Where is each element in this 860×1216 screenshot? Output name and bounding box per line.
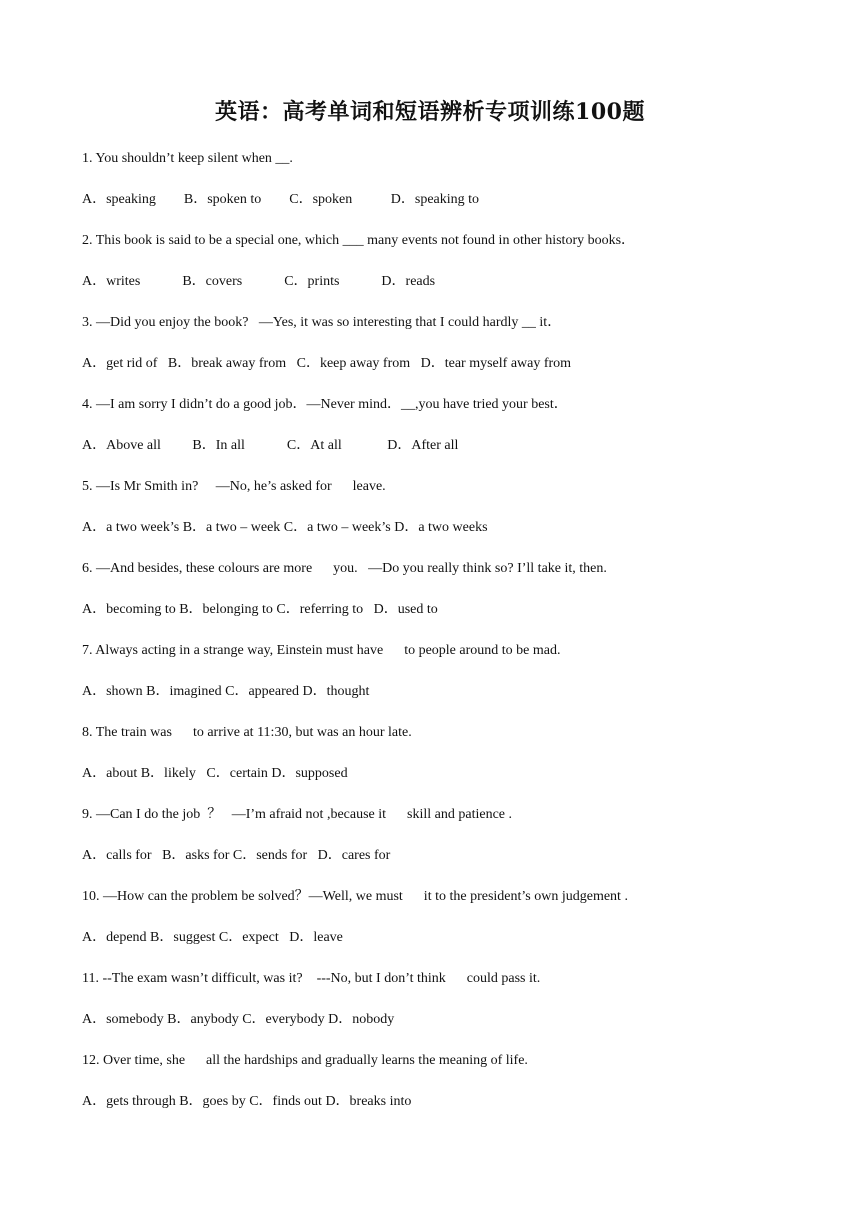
question-12: 12. Over time, she all the hardships and gradually learns the meaning of life. <box>82 1053 528 1068</box>
options-5: A．a two week’s B．a two – week C．a two – week’s D．a two weeks <box>82 520 488 535</box>
question-7: 7. Always acting in a strange way, Einstein must have to people around to be mad. <box>82 643 561 658</box>
options-6: A．becoming to B．belonging to C．referring to D．used to <box>82 602 438 617</box>
options-4: A．Above all B．In all C．At all D．After all <box>82 438 459 453</box>
question-5: 5. —Is Mr Smith in? —No, he’s asked for leave. <box>82 479 386 494</box>
options-11: A．somebody B．anybody C．everybody D．nobody <box>82 1012 395 1027</box>
options-3: A．get rid of B．break away from C．keep away from D．tear myself away from <box>82 356 572 371</box>
question-2: 2. This book is said to be a special one, which ___ many events not found in other history books． <box>82 233 636 248</box>
question-4: 4. —I am sorry I didn’t do a good job．—Never mind．__,you have tried your best． <box>82 397 568 412</box>
options-12: A．gets through B．goes by C．finds out D．breaks into <box>82 1094 412 1109</box>
options-1: A．speaking B．spoken to C．spoken D．speaking to <box>82 192 480 207</box>
options-10: A．depend B．suggest C．expect D．leave <box>82 930 343 945</box>
question-8: 8. The train was to arrive at 11:30, but was an hour late. <box>82 725 412 740</box>
options-9: A．calls for B．asks for C．sends for D．cares for <box>82 848 391 863</box>
question-6: 6. —And besides, these colours are more you. —Do you really think so? I’ll take it, then. <box>82 561 607 576</box>
options-7: A．shown B．imagined C．appeared D．thought <box>82 684 370 699</box>
question-10: 10. —How can the problem be solved？—Well, we must it to the president’s own judgement . <box>82 889 628 904</box>
question-1: 1. You shouldn’t keep silent when __. <box>82 151 293 166</box>
question-3: 3. —Did you enjoy the book? —Yes, it was so interesting that I could hardly __ it． <box>82 315 562 330</box>
options-2: A．writes B．covers C．prints D．reads <box>82 274 436 289</box>
options-8: A．about B．likely C．certain D．supposed <box>82 766 348 781</box>
page-title: 英语：高考单词和短语辨析专项训练100题 <box>215 99 645 125</box>
question-9: 9. —Can I do the job ？ —I’m afraid not ,because it skill and patience . <box>82 807 513 822</box>
question-11: 11. --The exam wasn’t difficult, was it? ---No, but I don’t think could pass it. <box>82 971 541 986</box>
